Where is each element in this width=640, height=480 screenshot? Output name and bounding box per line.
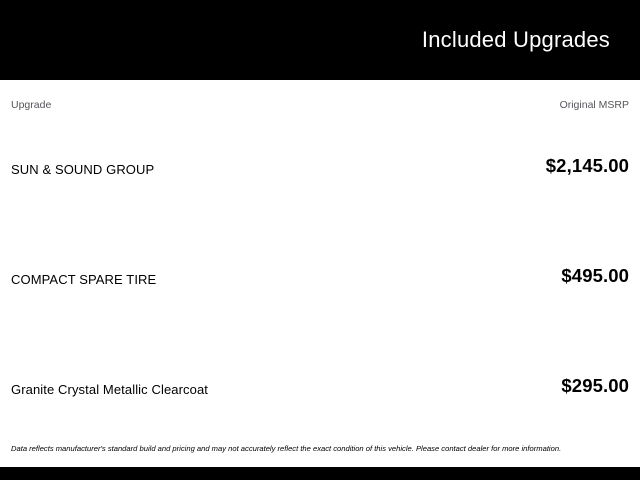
upgrade-price: $2,145.00 [545, 155, 629, 176]
upgrade-name: COMPACT SPARE TIRE [11, 272, 157, 287]
upgrade-price: $495.00 [561, 265, 629, 286]
upgrade-price: $295.00 [561, 375, 629, 396]
page-title: Included Upgrades [421, 27, 610, 52]
page-header [0, 0, 640, 80]
column-header-upgrade: Upgrade [11, 99, 52, 111]
upgrades-sheet [0, 80, 640, 467]
column-header-msrp: Original MSRP [559, 99, 629, 111]
table-row [0, 142, 640, 252]
upgrades-list [0, 142, 640, 472]
footer-band [0, 467, 640, 480]
disclaimer-text: Data reflects manufacturer's standard build and pricing and may not accurately reflect the exact condition of this vehicle. Please contact dealer for more information. [11, 443, 562, 453]
table-row [0, 252, 640, 362]
upgrade-name: Granite Crystal Metallic Clearcoat [11, 382, 209, 397]
upgrade-name: SUN & SOUND GROUP [11, 162, 155, 177]
table-row [0, 362, 640, 472]
